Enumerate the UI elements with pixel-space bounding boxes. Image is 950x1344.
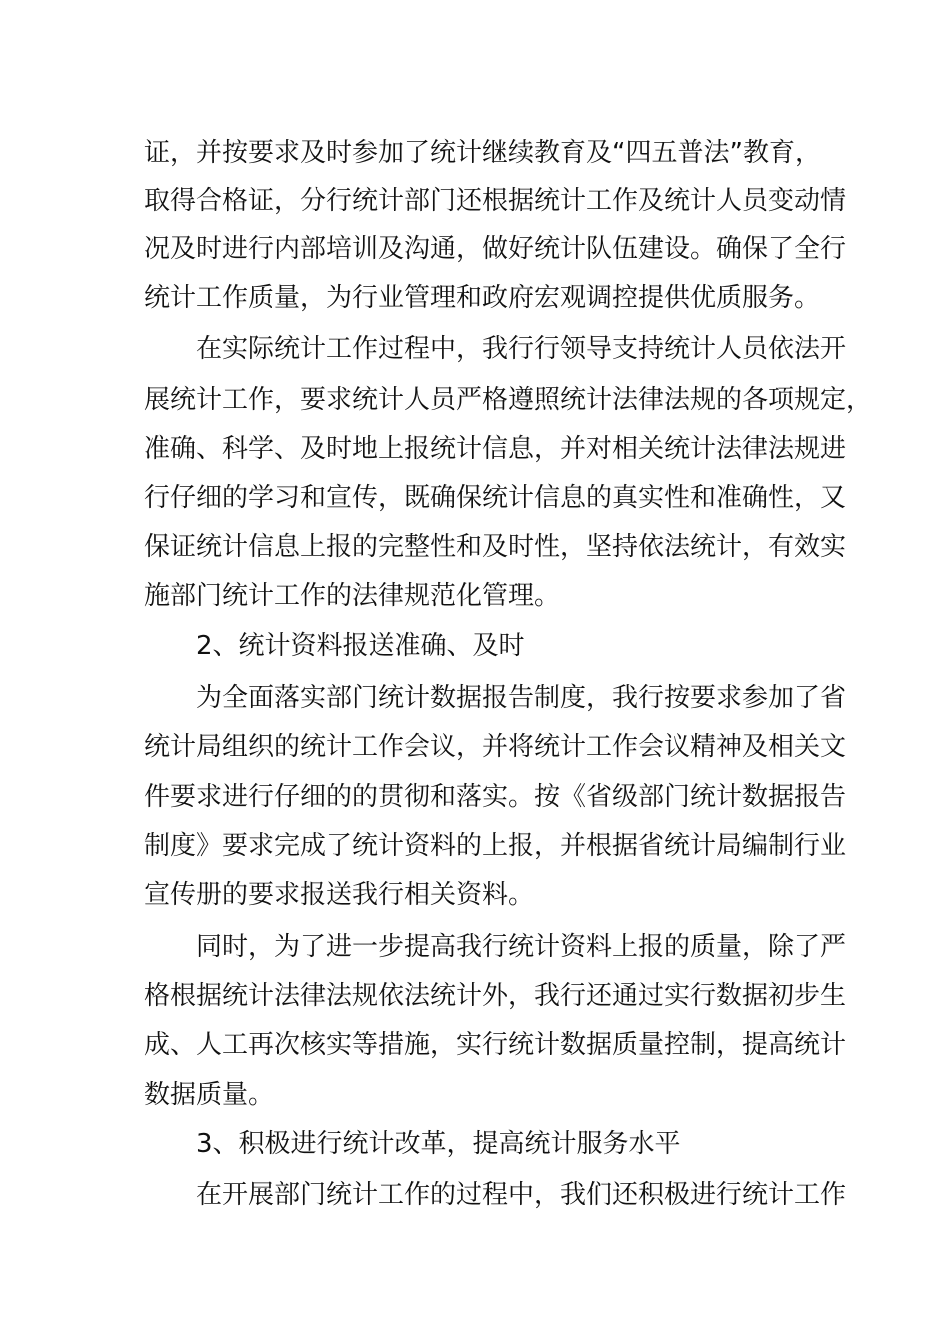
line-text: 准确、科学、及时地上报统计信息，并对相关统计法律法规进 bbox=[144, 434, 847, 464]
line-text: 制度》要求完成了统计资料的上报，并根据省统计局编制行业 bbox=[144, 831, 847, 861]
section-heading bbox=[0, 622, 950, 670]
line-text: 数据质量。 bbox=[144, 1080, 275, 1110]
heading-text: 3、积极进行统计改革，提高统计服务水平 bbox=[196, 1129, 681, 1159]
paragraph-first-line bbox=[0, 923, 950, 971]
line-text: 格根据统计法律法规依法统计外，我行还通过实行数据初步生 bbox=[144, 981, 847, 1011]
line-text: 施部门统计工作的法律规范化管理。 bbox=[144, 581, 561, 611]
text-line bbox=[0, 572, 950, 620]
text-line bbox=[0, 177, 950, 225]
text-line bbox=[0, 129, 950, 177]
line-text: 统计局组织的统计工作会议，并将统计工作会议精神及相关文 bbox=[144, 732, 847, 762]
text-line bbox=[0, 822, 950, 870]
text-line bbox=[0, 1071, 950, 1119]
text-line bbox=[0, 376, 950, 424]
line-text: 取得合格证，分行统计部门还根据统计工作及统计人员变动情 bbox=[144, 186, 847, 216]
text-line bbox=[0, 723, 950, 771]
line-text: 统计工作质量，为行业管理和政府宏观调控提供优质服务。 bbox=[144, 283, 821, 313]
line-text: 况及时进行内部培训及沟通，做好统计队伍建设。确保了全行 bbox=[144, 234, 847, 264]
text-line bbox=[0, 972, 950, 1020]
line-text: 证，并按要求及时参加了统计继续教育及“四五普法”教育， bbox=[144, 138, 821, 168]
paragraph-first-line bbox=[0, 674, 950, 722]
line-text: 保证统计信息上报的完整性和及时性，坚持依法统计，有效实 bbox=[144, 532, 847, 562]
line-text: 为全面落实部门统计数据报告制度，我行按要求参加了省 bbox=[196, 683, 847, 713]
line-text: 在开展部门统计工作的过程中，我们还积极进行统计工作 bbox=[196, 1180, 847, 1210]
text-line bbox=[0, 1021, 950, 1069]
text-line bbox=[0, 225, 950, 273]
heading-text: 2、统计资料报送准确、及时 bbox=[196, 631, 525, 661]
text-line bbox=[0, 474, 950, 522]
text-line bbox=[0, 274, 950, 322]
line-text: 展统计工作，要求统计人员严格遵照统计法律法规的各项规定， bbox=[144, 385, 873, 415]
line-text: 行仔细的学习和宣传，既确保统计信息的真实性和准确性，又 bbox=[144, 483, 847, 513]
text-line bbox=[0, 773, 950, 821]
text-line bbox=[0, 871, 950, 919]
line-text: 成、人工再次核实等措施，实行统计数据质量控制，提高统计 bbox=[144, 1030, 847, 1060]
line-text: 宣传册的要求报送我行相关资料。 bbox=[144, 880, 535, 910]
paragraph-first-line bbox=[0, 325, 950, 373]
line-text: 同时，为了进一步提高我行统计资料上报的质量，除了严 bbox=[196, 932, 847, 962]
paragraph-first-line bbox=[0, 1171, 950, 1219]
line-text: 在实际统计工作过程中，我行行领导支持统计人员依法开 bbox=[196, 334, 847, 364]
text-line bbox=[0, 523, 950, 571]
section-heading bbox=[0, 1120, 950, 1168]
text-line bbox=[0, 425, 950, 473]
line-text: 件要求进行仔细的的贯彻和落实。按《省级部门统计数据报告 bbox=[144, 782, 847, 812]
